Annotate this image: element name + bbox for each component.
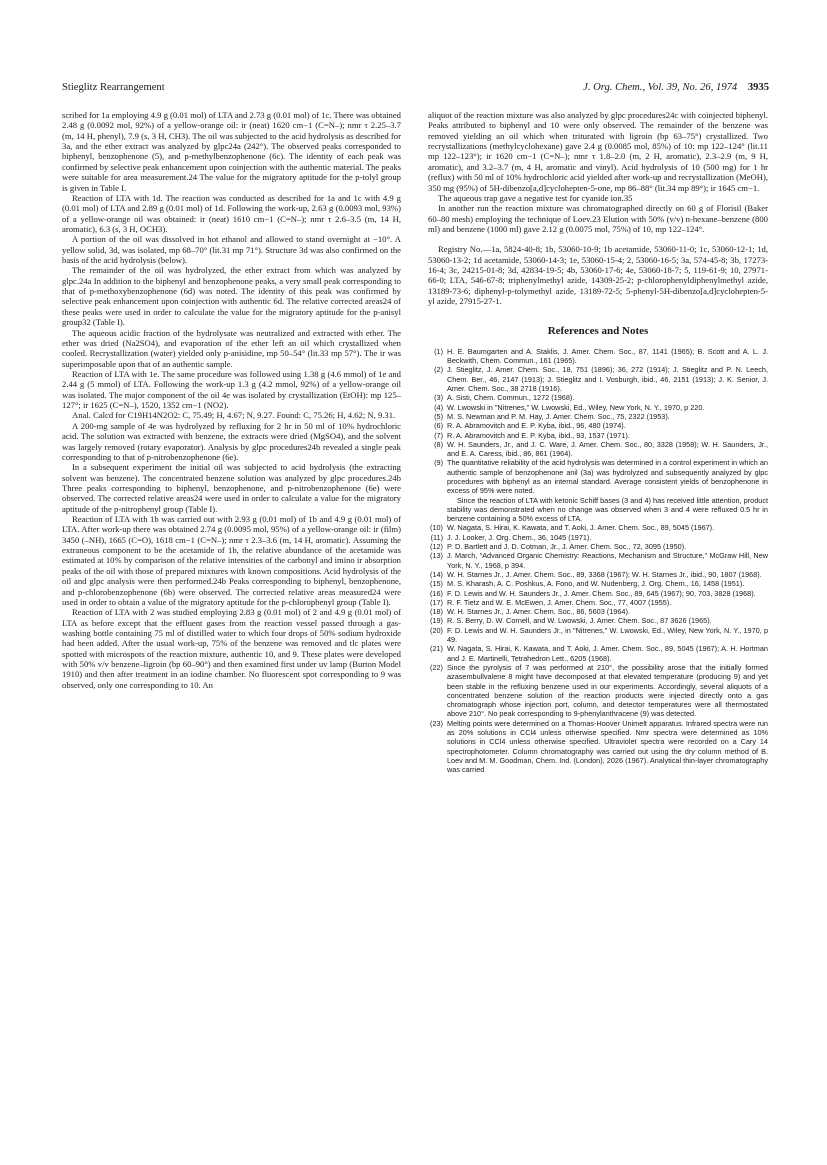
reference-number: (8) [434,439,443,449]
reference-text [447,551,768,570]
reference-text [447,719,768,775]
reference-number: (3) [434,393,443,403]
reference-body: R. A. Abramovitch and E. P. Kyba, ibid., 96, 480 (1974). [447,421,626,431]
reference-item [428,412,768,421]
reference-text [447,579,768,588]
reference-number: (5) [434,411,443,421]
reference-text [447,589,768,598]
reference-text [447,523,768,532]
reference-number: (14) [430,569,443,579]
reference-number: (17) [430,597,443,607]
reference-item [428,365,768,393]
reference-item [428,644,768,663]
reference-item [428,393,768,402]
reference-text [447,403,768,412]
reference-text [447,458,768,523]
reference-body: J. Stieglitz, J. Amer. Chem. Soc., 18, 751 (1896); 36, 272 (1914); J. Stieglitz and P. N. Leech, Chem. Ber., 46, 2147 (1913); J. Stieglitz and I. Vosburgh, ibid., 46, 2151 (1913); J. K. Senior, J. Amer. Chem. Soc., 38 2718 (1916). [447,365,768,394]
reference-number: (19) [430,616,443,626]
reference-item [428,616,768,625]
reference-number: (23) [430,718,443,728]
reference-number: (20) [430,625,443,635]
reference-body: W. H. Starnes Jr., J. Amer. Chem. Soc., 89, 3368 (1967); W. H. Starnes Jr., ibid., 90, 1807 (1968). [447,569,762,579]
reference-item [428,431,768,440]
paragraph: A portion of the oil was dissolved in hot ethanol and allowed to stand overnight at −10°. A yellow solid, 3d, was isolated, mp 68–70° (lit.31 mp 71°). Structure 3d was also confirmed on the basis of the acid hydrolysis (below). [62,234,401,266]
reference-item [428,551,768,570]
reference-body: W. Nagata, S. Hirai, K. Kawata, and T. Aoki, J. Amer. Chem. Soc., 89, 5045 (1967); A. H. Hortman and J. E. Martinelli, Tetrahedron Lett., 6205 (1968). [447,644,768,663]
reference-text [447,607,768,616]
paragraph: The aqueous acidic fraction of the hydrolysate was neutralized and extracted with ether. The ether was dried (Na2SO4), and evaporation of the ether left an oil which crystallized when cooled. Recrystallization (water) yielded only p-anisidine, mp 50–54° (lit.33 mp 57°). The ir was superimposable upon that of an authentic sample. [62,327,401,369]
reference-text [447,347,768,366]
reference-number: (13) [430,551,443,561]
reference-item [428,663,768,719]
reference-number: (22) [430,662,443,672]
reference-number: (15) [430,579,443,589]
reference-text [447,644,768,663]
reference-body: W. H. Saunders, Jr., and J. C. Ware, J. Amer. Chem. Soc., 80, 3328 (1958); W. H. Saunders, Jr., and E. A. Caress, ibid., 86, 861 (1964). [447,439,768,459]
reference-item [428,523,768,532]
paragraph: In a subsequent experiment the initial oil was subjected to acid hydrolysis (the extracting solvent was benzene). The concentrated benzene solution was analyzed by glpc procedures.24b Three peaks corresponding to biphenyl, benzophenone, and p-nitrobenzophenone (6e) were observed. The corrected relative areas24 were used in order to calculate a value for the migratory aptitude of the p-nitrophenyl group (Table I). [62,462,401,514]
paragraph: scribed for 1a employing 4.9 g (0.01 mol) of LTA and 2.73 g (0.01 mol) of 1c. There was obtained 2.48 g (0.0092 mol, 92%) of a yellow-orange oil: ir (neat) 1620 cm−1 (C=N–); nmr τ 2.25–3.7 (m, 14 H, phenyl), 7.9 (s, 3 H, CH3). The oil was subjected to the acid hydrolysis as described for 3a, and the ether extract was analyzed by glpc24a (242°). The observed peaks corresponded to biphenyl, benzophenone (5), and p-methylbenzophenone (6c). The identity of each peak was confirmed by selective peak enhancement upon coinjection with the authentic material. The peaks were suitable for area measurement.24 The value for the migratory aptitude for the p-tolyl group is given in Table I. [62,110,401,193]
reference-item [428,589,768,598]
reference-number: (1) [434,346,443,356]
reference-item [428,458,768,523]
reference-continuation: Since the reaction of LTA with ketonic Schiff bases (3 and 4) has received little attention, product stability was demonstrated when no change was observed when 3 and 4 were refluxed 0.5 hr in benzene containing a 50% excess of LTA. [447,495,768,524]
reference-body: J. J. Looker, J. Org. Chem., 36, 1045 (1971). [447,532,592,542]
reference-item [428,533,768,542]
reference-body: W. H. Starnes Jr., J. Amer. Chem. Soc., 86, 5603 (1964). [447,607,630,617]
reference-number: (21) [430,644,443,654]
reference-item [428,421,768,430]
left-column [62,110,401,690]
paragraph: In another run the reaction mixture was chromatographed directly on 60 g of Florisil (Baker 60–80 mesh) employing the technique of Loev.23 Elution with 50% (v/v) n-hexane–benzene (800 ml) and benzene (1000 ml) gave 2.12 g (0.0075 mol, 75%) of 10, mp 122–124°. [428,203,768,234]
reference-body: R. A. Abramovitch and E. P. Kyba, ibid., 93, 1537 (1971). [447,430,630,440]
reference-item [428,607,768,616]
paragraph: Reaction of LTA with 1d. The reaction was conducted as described for 1a and 1c with 4.9 g (0.01 mol) of LTA and 2.89 g (0.01 mol) of 1d. Following the work-up, 2.63 g (0.0093 mol, 93%) of a yellow-orange oil was obtained: ir (neat) 1610 cm−1 (C=N–); nmr τ 2.6–3.5 (m, 14 H, aromatic), 6.3 (s, 3 H, OCH3). [62,192,401,234]
reference-item [428,440,768,459]
reference-number: (6) [434,421,443,431]
reference-body: M. S. Newman and P. M. Hay, J. Amer. Chem. Soc., 75, 2322 (1953). [447,411,670,421]
reference-body: R. F. Tietz and W. E. McEwen, J. Amer. Chem. Soc., 77, 4007 (1955). [447,597,672,607]
reference-text [447,412,768,421]
reference-body: The quantitative reliability of the acid hydrolysis was determined in a control experiment in which an authentic sample of benzophenone anil (3a) was hydrolyzed and subsequently analyzed by glpc procedures with biphenyl as an internal standard. Average consistent yields of benzophenone in excess of 95% were noted. [447,458,768,496]
reference-number: (9) [434,458,443,468]
references-list [428,347,768,775]
references-heading: References and Notes [547,325,649,338]
journal-name: J. Org. Chem., Vol. 39, No. 26, 1974 [583,82,738,93]
reference-number: (4) [434,402,443,412]
paragraph: Reaction of LTA with 1e. The same procedure was followed using 1.38 g (4.6 mmol) of 1e and 2.44 g (5 mmol) of LTA. Following the work-up 1.3 g (4.2 mmol, 92%) of a yellow-orange oil was isolated. The major component of the oil 4e was isolated by crystallization (EtOH): mp 125–127°; ir 1625 (C=N–), 1520, 1352 cm−1 (NO2). [62,368,401,411]
reference-item [428,719,768,775]
reference-body: H. E. Baumgarten and A. Staklis, J. Amer. Chem. Soc., 87, 1141 (1965); B. Scott and A. L. J. Beckwith, Chem. Commun., 161 (1965). [447,346,768,366]
reference-body: Melting points were determined on a Thomas-Hoover Unimelt apparatus. Infrared spectra were run as 20% solutions in CCl4 unless otherwise specified. Nmr spectra were determined as 10% solutions in CCl4 unless otherwise specified. Ultraviolet spectra were recorded on a Cary 14 spectrophotometer. Column chromatography was carried out using the dry column method of B. Loev and M. M. Goodman, Chem. Ind. (London), 2026 (1967). Analytical thin-layer chromatography was carried [447,718,768,775]
reference-text [447,598,768,607]
reference-body: F. D. Lewis and W. H. Saunders Jr., J. Amer. Chem. Soc., 89, 645 (1967); 90, 703, 3828 (1968). [447,588,756,598]
reference-text [447,616,768,625]
reference-body: A. Sisti, Chem. Commun., 1272 (1968). [447,393,575,403]
reference-body: W. Lwowski in "Nitrenes," W. Lwowski, Ed., Wiley, New York, N. Y., 1970, p 220. [447,402,705,412]
reference-text [447,570,768,579]
reference-number: (16) [430,588,443,598]
reference-item [428,403,768,412]
reference-number: (12) [430,542,443,552]
paragraph: Reaction of LTA with 1b was carried out with 2.93 g (0.01 mol) of 1b and 4.9 g (0.01 mol) of LTA. After work-up there was obtained 2.74 g (0.0095 mol, 95%) of a yellow-orange oil: ir (film) 3450 (–NH), 1665 (C=O), 1618 cm−1 (C=N–); nmr τ 2.3–3.6 (m, 14 H, aromatic). Assuming the extraneous component to be the acetamide of 1b, the relative abundance of the acetamide was estimated at 10% by comparison of the relative intensities of the carbonyl and imino ir absorption peaks of the oil with those of prepared mixtures with known compositions. Acid hydrolysis of the oil and glpc analysis were then performed.24b Peaks corresponding to biphenyl, benzophenone, and p-chlorobenzophenone (6b) were observed. The corrected relative areas measured24 were used in order to obtain a value of the migratory aptitude for the p-chlorophenyl group (Table I). [62,514,401,607]
journal-citation [583,81,769,95]
reference-item [428,598,768,607]
page-number: 3935 [747,82,769,93]
paragraph: Anal. Calcd for C19H14N2O2: C, 75.49; H, 4.67; N, 9.27. Found: C, 75.26; H, 4.62; N, 9.31. [72,410,396,421]
reference-text [447,626,768,645]
reference-body: R. S. Berry, D. W. Cornell, and W. Lwowski, J. Amer. Chem. Soc., 87 3626 (1965). [447,616,712,626]
reference-body: W. Nagata, S. Hirai, K. Kawata, and T. Aoki, J. Amer. Chem. Soc., 89, 5045 (1967). [447,523,715,533]
reference-number: (10) [430,523,443,533]
reference-item [428,347,768,366]
reference-text [447,663,768,719]
reference-text [447,440,768,459]
reference-number: (7) [434,430,443,440]
reference-body: F. D. Lewis and W. H. Saunders Jr., in "Nitrenes," W. Lwowski, Ed., Wiley, New York, N. Y., 1970, p 49. [447,625,768,645]
reference-text [447,393,768,402]
paragraph: A 200-mg sample of 4e was hydrolyzed by refluxing for 2 hr in 50 ml of 10% hydrochloric acid. The solution was extracted with benzene, the extracts were dried (MgSO4), and the solvent was largely removed (rotary evaporator). Analysis by glpc procedures24b revealed a single peak corresponding to that of p-nitrobenzophenone (6e). [62,420,401,462]
right-column [428,110,768,774]
reference-number: (11) [430,532,443,542]
reference-body: P. D. Bartlett and J. D. Cotman, Jr., J. Amer. Chem. Soc., 72, 3095 (1950). [447,542,687,552]
reference-item [428,570,768,579]
reference-item [428,542,768,551]
reference-text [447,533,768,542]
reference-item [428,626,768,645]
reference-item [428,579,768,588]
reference-body: J. March, "Advanced Organic Chemistry: Reactions, Mechanism and Structure," McGraw Hill, New York, N. Y., 1968, p 394. [447,551,768,570]
reference-text [447,542,768,551]
paragraph: Reaction of LTA with 2 was studied employing 2.83 g (0.01 mol) of 2 and 4.9 g (0.01 mol) of LTA as before except that the effluent gases from the reaction vessel passed through a gas-washing bottle containing 75 ml of distilled water to which four drops of 50% sodium hydroxide had been added. After the usual work-up, 75% of the benzene was removed and tlc plates were spotted with microspots of the reaction mixture, authentic 10, and 9. These plates were developed with 50% v/v benzene–ligroin (bp 60–90°) and then examined first under uv lamp (Burton Model 1910) and then after treatment in an iodine chamber. No fluorescent spot corresponding to 9 was observed, only one corresponding to 10. An [62,607,401,690]
paragraph: The remainder of the oil was hydrolyzed, the ether extract from which was analyzed by glpc.24a In addition to the biphenyl and benzophenone peaks, a very small peak corresponding to that of p-methoxybenzophenone (6d) was noted. The identity of this peak was confirmed by selective peak enhancement upon coinjection with authentic 6d. The relative corrected areas24 of these peaks were used in order to calculate the value for the migratory aptitude for the p-anisyl group32 (Table I). [62,265,401,328]
registry-numbers: Registry No.—1a, 5824-40-8; 1b, 53060-10-9; 1b acetamide, 53060-11-0; 1c, 53060-12-1; 1d, 53060-13-2; 1d acetamide, 53060-14-3; 1e, 53060-15-4; 2, 53060-16-5; 3a, 574-45-8; 3b, 17273-16-4; 3c, 24215-01-8; 3d, 42834-19-5; 4b, 53060-17-6; 4e, 53060-18-7; 5, 119-61-9; 10, 27971-66-0; LTA, 546-67-8; triphenylmethyl azide, 14309-25-2; p-chlorophenyldiphenylmethyl azide, 13189-73-6; diphenyl-p-tolymethyl azide, 13189-72-5; 5-phenyl-5H-dibenzo[a,d]cyclohepten-5-yl azide, 27915-27-1. [428,244,768,307]
reference-number: (18) [430,607,443,617]
page-header [62,81,769,95]
reference-text [447,421,768,430]
reference-text [447,431,768,440]
reference-body: M. S. Kharash, A. C. Poshkus, A. Fono, and W. Nudenberg, J. Org. Chem., 16, 1458 (1951). [447,579,745,589]
running-title: Stieglitz Rearrangement [62,82,165,93]
reference-text [447,365,768,393]
reference-body: Since the pyrolysis of 7 was performed at 210°, the possibility arose that the initially formed azasembullvalene 8 might have decomposed at that elevated temperature (producing 9) and yet been stable in the refluxing benzene used in our experiments. Accordingly, several aliquots of a concentrated benzene solution of the reaction products were injected directly onto a gas chromatograph whose injection port, column, and detector temperatures were all thermostated above 210°. No peak corresponding to 9-phenylanthracene (9) was detected. [447,662,768,719]
reference-number: (2) [434,365,443,375]
paragraph: aliquot of the reaction mixture was also analyzed by glpc procedures24c with coinjected biphenyl. Peaks attributed to biphenyl and 10 were only observed. The remainder of the benzene was removed yielding an oil which when triturated with ligroin (bp 63–75°) crystallized. Two recrystallizations (methylcyclohexane) gave 2.4 g (0.0085 mol, 85%) of 10: mp 122–124° (lit.11 mp 122–123°); ir 1620 cm−1 (C=N–); nmr τ 1.8–2.0 (m, 2 H, aromatic), 2.3–2.9 (m, 9 H, aromatic), and 3.2–3.7 (m, 4 H, aromatic and vinyl). Acid hydrolysis of 10 (500 mg) for 1 hr (reflux) with 50 ml of 10% hydrochloric acid yielded after work-up and recrystallization (MeOH), 350 mg (95%) of 5H-dibenzo[a,d]cyclohepten-5-one, mp 86–88° (lit.34 mp 89°); ir 1645 cm−1. [428,110,768,193]
paragraph: The aqueous trap gave a negative test for cyanide ion.35 [438,192,633,203]
